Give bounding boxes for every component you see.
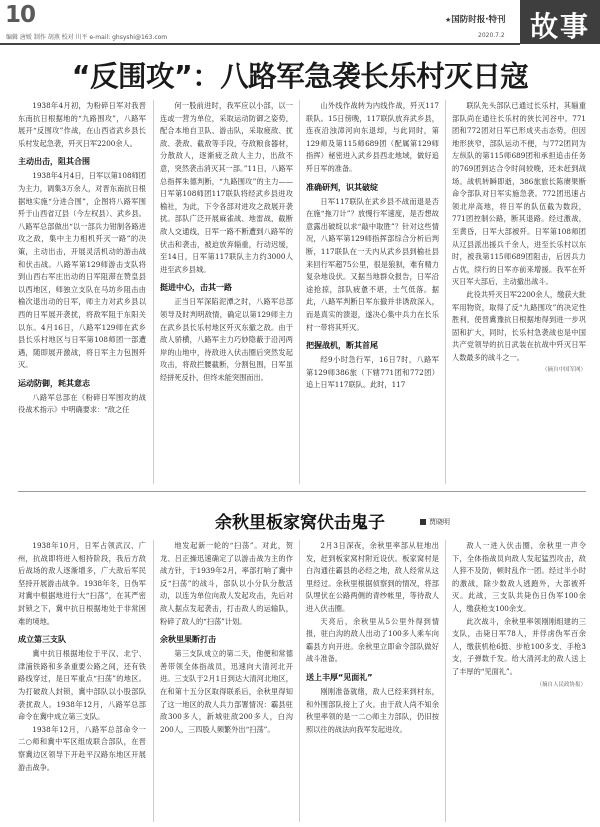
section-heading: 准确研判，识其破绽 [306,182,378,192]
paragraph: 1938年12月，八路军总部命令一二○师和冀中军区组成联合部队，在晋察冀边区领导下开赴平汉路东地区开展游击战争。 [18,724,146,772]
section-heading: 送上丰厚“见面礼” [306,672,373,682]
article1-column-2 [160,100,293,484]
article1-column-1 [18,100,146,484]
paragraph: 正当日军深陷泥潭之时，八路军总部领导及时判明敌情，确定以第129师主力在武乡县长乐村地区歼灭东撤之敌。由于敌人骄横，八路军主力巧妙隐蔽于沿河两岸的山地中，待敌进入伏击圈后突然发起攻击，将敌拦腰截断，分割包围，日军虽经拼死反扑，但终未能突围而出。 [160,297,293,382]
article1-column-4 [452,100,586,484]
section-heading: 主动出击，阻其合围 [18,157,90,167]
column-divider [299,100,300,484]
paragraph: 第三支队成立的第二天，他便和常德善带领全体指战员，迅速向大清河北开进。三支队于2月1日到达大清河北地区，在和第十五分区取得联系后，余秋里得知了这一地区的敌人兵力部署情况：霸县驻敌300多人，新城驻敌200多人，白沟200人，三四股人频繁外出“扫荡”。 [160,649,293,734]
article2-byline [420,517,450,527]
paragraph: 联队先头部队已通过长乐村，其辎重部队尚在通往长乐村的狭长河谷中。771团和772团对日军已形成夹击态势，但因地形狭窄，部队运动不便，与772团同为左纵队的第115师689团和承担追击任务的769团到达合令时间较晚，还未赶到战场。战机转瞬即逝，386旅旅长陈赓果断命令部队对日军实施急袭。772团迅速占领北岸高地，将日军的队伍截为数段，771团控制公路，断其退路。经过激战，至黄昏，日军大部被歼。日军第108师团从辽县派出援兵千余人，进至长乐村以东时，被我第115师689团阻击，后因兵力占优，续行的日军亦前来增援。我军在歼灭日军大部后，主动撤出战斗。 [452,101,586,287]
article2-column-2 [160,540,293,822]
section-heading: 成立第三支队 [18,635,66,645]
source-credit: （摘自中国军网） [541,367,586,374]
paragraph: 八路军总部在《粉碎日军围攻的战役战术指示》中明确要求：“敌之任 [18,392,146,415]
column-divider [153,540,154,822]
article2-column-3 [306,540,439,822]
section-heading: 运动防御，耗其意志 [18,378,90,388]
article2-column-1 [18,540,146,822]
paragraph: 1938年10月，日军占领武汉、广州，抗战即将进入相持阶段，我后方敌后战场的敌人逐渐增多，广大敌后军民坚持开展游击战争。1938年冬，日伪军对冀中根据地进行大“扫荡”，在其严密封锁之下，冀中抗日根据地处于非常困难的境地。 [18,541,146,626]
editor-credits: 编辑 唐嫒 制作 胡燕 校对 川平 e-mail: ghsyshi@163.com [6,34,168,41]
article1-column-3 [306,100,439,484]
paragraph: 1938年4月4日，日军以第108师团为主力，调集3万余人，对晋东南抗日根据地实施“分进合围”，企图将八路军围歼于山西省辽县（今左权县）、武乡县。八路军总部做出“以一部兵力钳制各路进攻之敌，集中主力相机歼灭一路”的决策，主动出击，开展灵活机动的游击战和伏击战。八路军第129师游击支队将到山西右军庄出动的日军阻滞在赞皇县以西地区，师独立支队在马坊乡阻击由榆次退出动的日军，师主力对武乡县以西的日军展开袭扰，将敌军阻于东阳关以东。4月16日，八路军129师在武乡县长乐村地区与日军第108师团一部遭遇，随即展开激战，将日军主力包围歼灭。 [18,171,146,370]
paragraph: 何一股前进时，我军应以小部，以一连或一营为单位，采取运动防御之姿势，配合本地自卫队、游击队，采取疲敌、扰敌、袭敌、截敌等手段，夺敌粮食器材，分散敌人，逐渐疲乏敌人主力，出敌不意，突然袭击消灭其一部。”11日，八路军总指挥朱德判断，“九路围攻”的主力——日军第108师团117联队将经武乡县进攻榆社，为此，下令各部对进攻之敌展开袭扰。部队广泛开展麻雀战、地雷战，截断敌人交通线，日军一路不断遭到八路军的伏击和袭击，被迫放弃辎重，行动迟缓，至14日，日军第117联队主力约3000人进至武乡县城。 [160,101,293,274]
article-divider [18,491,586,492]
section-heading: 余秋里果断打击 [160,635,216,645]
byline-square-icon [420,519,426,525]
page-header [0,0,600,44]
paragraph: 冀中抗日根据地位于平汉、北宁、津浦铁路和多条重要公路之间，还有铁路线穿过，是日军重点“扫荡”的地区。为打破敌人封锁，冀中部队以小股部队袭扰敌人。1938年12月，八路军总部命令在冀中成立第三支队。 [18,649,146,722]
column-divider [445,540,446,822]
paragraph: 敌人一进入伏击圈，余秋里一声令下，全体指战员向敌人发起猛烈攻击，敌人猝不及防，顿时乱作一团。经过半小时的激战，除少数敌人逃跑外，大部被歼灭。此战，三支队共毙伤日伪军100余人，缴获枪支100余支。 [452,541,586,613]
section-label: 故事 [529,10,590,43]
publication-date: 2020.7.2 [478,32,505,39]
star-icon: ★ [445,16,452,24]
article2-column-4 [452,540,586,822]
section-tab [520,0,600,44]
column-divider [299,540,300,822]
byline-author: 贾晓明 [429,518,450,526]
paragraph: 天亮后，余秋里从5公里外得到情报，驻白沟的敌人出动了100多人乘车向霸县方向开进。余秋里立即命令部队做好战斗准备。 [306,616,439,664]
masthead-text: 国防时报·特刊 [451,15,506,25]
paragraph: 此役共歼灭日军2200余人，缴获大批军用物资，取得了反“九路围攻”的决定性胜利，使晋冀豫抗日根据地得到进一步巩固和扩大，同时，长乐村急袭战也是中国共产党领导的抗日武装在抗战中歼灭日军人数最多的战斗之一。 [452,289,586,362]
section-heading: 把握战机，断其首尾 [306,341,378,351]
paragraph: 经9小时急行军，16日7时，八路军第129师386旅（下辖771团和772团）追上日军117联队。此时，117 [306,355,439,390]
paragraph: 山外线作战转为内线作战，歼灭117联队。15日傍晚，117联队放弃武乡县，连夜沿浊漳河向东退却，与此同时，第129师及第115师689团（配属第129师指挥）秘密进入武乡县西北地域，做好追歼日军的准备。 [306,101,439,173]
paragraph: 地发起新一轮的“扫荡”。对此，贺龙、吕正操迅速确定了以游击战为主的作战方针，于1939年2月，率部打响了冀中反“扫荡”的战斗，部队以小分队分散活动，以连为单位向敌人发起攻击，先后对敌人据点发起袭击，打击敌人的运输队，粉碎了敌人的“扫荡”计划。 [160,541,293,626]
article1-headline: “反围攻”：八路军急袭长乐村灭日寇 [71,60,529,93]
column-divider [445,100,446,484]
header-rule [0,43,520,45]
paragraph: 2月3日深夜，余秋里率部从驻地出发，赶到板家窝村附近设伏。板家窝村是白沟通往霸县的必经之地，敌人经常从这里经过。余秋里根据侦察到的情况，将部队埋伏在公路两侧的青纱帐里，等待敌人进入伏击圈。 [306,541,439,613]
paragraph: 1938年4月初，为粉碎日军对我晋东南抗日根据地的“九路围攻”，八路军展开“反围攻”作战，在山西省武乡县长乐村发起急袭，歼灭日军2200余人。 [18,101,146,148]
page-number: 10 [5,2,36,28]
column-divider [153,100,154,484]
source-credit: （摘自人民政协报） [536,681,586,688]
paragraph: 刚刚准备就绪，敌人已经来到村东，和外围部队接上了火。由于敌人尚不知余秋里率领的是一二○师主力部队，仍旧按照以往的战法向我军发起进攻。 [306,686,439,734]
masthead [445,13,506,25]
article2-headline: 余秋里板家窝伏击鬼子 [215,513,385,533]
section-heading: 挺进中心，击其一路 [160,283,232,293]
paragraph: 此次战斗，余秋里率领刚刚组建的三支队，击毙日军78人，并俘虏伪军百余人，缴获机枪6挺、步枪100多支、手枪3支，子弹数千发。给大清河北的敌人送上了丰厚的“见面礼”。 [452,616,586,676]
paragraph: 日军117联队在武乡县不战而退是否在施“拖刀计”？放慢行军速度，是否想故意露出破绽以求“敲中取胜”？针对这些情况，八路军第129师指挥部综合分析后判断，117联队在一天内从武乡县到榆社县来回行军超75公里，很是狼狈，难有精力复杂地设伏。又据当地群众报告，日军沿途抢掠，部队疲惫不堪，士气低落。据此，八路军判断日军东撤并非诱敌深入，而是真实的溃退，遂决心集中兵力在长乐村一带将其歼灭。 [306,196,439,332]
